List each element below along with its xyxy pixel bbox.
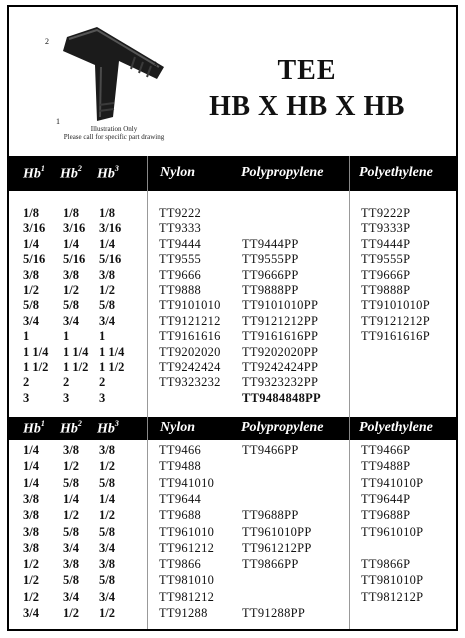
callout-2: 2: [45, 37, 49, 46]
cell-polyethylene: TT9688P: [361, 508, 411, 523]
cell-hb3: 3/8: [99, 443, 115, 457]
cell-polypropylene: TT9121212PP: [242, 313, 319, 328]
cell-nylon: TT9688: [159, 508, 202, 523]
table-row: [9, 360, 456, 375]
col-hb1: [23, 420, 45, 438]
cell-polyethylene: TT981010P: [361, 573, 424, 588]
col-hb2: [60, 420, 82, 438]
cell-polypropylene: TT9202020PP: [242, 344, 319, 359]
cell-polypropylene: TT9161616PP: [242, 329, 319, 344]
header-divider: [349, 156, 350, 191]
cell-hb3: 2: [99, 375, 106, 390]
table-row: [9, 345, 456, 360]
cell-polypropylene: TT9666PP: [242, 267, 299, 282]
cell-hb3: 1: [99, 329, 106, 344]
cell-nylon: TT9101010: [159, 298, 221, 313]
col-hb2-sup: 2: [77, 419, 82, 428]
cell-polyethylene: TT9866P: [361, 557, 411, 572]
cell-hb3: 3/4: [99, 589, 115, 604]
table-row: [9, 237, 456, 252]
cell-polypropylene: TT9555PP: [242, 252, 299, 267]
cell-polyethylene: TT981212P: [361, 589, 424, 604]
col-hb3-label: Hb: [97, 421, 115, 437]
table-row: [9, 557, 456, 572]
cell-polyethylene: TT9644P: [361, 491, 411, 506]
header-divider: [147, 417, 148, 440]
col-nylon: Nylon: [160, 420, 195, 435]
cell-nylon: TT9644: [159, 491, 202, 506]
cell-hb1: 1/4: [23, 475, 39, 490]
cell-polyethylene: TT9222P: [361, 206, 411, 220]
cell-hb3: 3/8: [99, 267, 115, 282]
cell-hb1: 3/8: [23, 508, 39, 523]
cell-hb2: 1/4: [63, 491, 79, 506]
cell-nylon: TT91288: [159, 606, 208, 620]
cell-polypropylene: TT9484848PP: [242, 390, 321, 405]
cell-hb3: 3/8: [99, 557, 115, 572]
cell-nylon: TT9888: [159, 283, 202, 297]
cell-hb1: 2: [23, 375, 30, 390]
cell-hb1: 5/8: [23, 298, 39, 313]
table-row: [9, 252, 456, 267]
cell-nylon: TT941010: [159, 475, 215, 490]
cell-hb2: 1/2: [63, 283, 79, 297]
table-row: [9, 391, 456, 406]
header-divider: [147, 156, 148, 191]
cell-nylon: TT9444: [159, 236, 202, 251]
cell-polypropylene: TT961010PP: [242, 524, 312, 539]
cell-polyethylene: TT961010P: [361, 524, 424, 539]
cell-hb3: 5/16: [99, 252, 122, 267]
cell-hb3: 3/16: [99, 221, 122, 236]
column-header-bar-2: [9, 417, 456, 440]
table-row: [9, 329, 456, 344]
table-row: [9, 375, 456, 390]
cell-nylon: TT9666: [159, 267, 202, 282]
cell-polypropylene: TT9466PP: [242, 443, 299, 457]
cell-hb2: 5/8: [63, 524, 79, 539]
table-row: [9, 476, 456, 491]
cell-nylon: TT9866: [159, 557, 202, 572]
table-row: [9, 459, 456, 474]
table-row: [9, 573, 456, 588]
col-hb1: [23, 165, 45, 183]
cell-hb2: 3/16: [63, 221, 86, 236]
cell-polyethylene: TT9466P: [361, 443, 411, 457]
cell-polyethylene: TT9666P: [361, 267, 411, 282]
col-polyethylene: Polyethylene: [359, 165, 433, 180]
cell-hb3: 3/4: [99, 313, 115, 328]
col-nylon: Nylon: [160, 165, 195, 180]
cell-nylon: TT9202020: [159, 344, 221, 359]
col-hb1-sup: 1: [40, 419, 45, 428]
cell-hb3: 1/4: [99, 491, 115, 506]
cell-hb2: 3/4: [63, 313, 79, 328]
cell-hb1: 3/8: [23, 267, 39, 282]
cell-hb2: 2: [63, 375, 70, 390]
cell-nylon: TT9555: [159, 252, 202, 267]
cell-hb3: 5/8: [99, 298, 115, 313]
cell-nylon: TT961010: [159, 524, 215, 539]
tee-fitting-illustration: [39, 21, 189, 131]
col-polypropylene: Polypropylene: [241, 165, 324, 180]
cell-hb3: 1 1/2: [99, 360, 125, 374]
cell-hb2: 3/8: [63, 557, 79, 572]
cell-polypropylene: TT91288PP: [242, 606, 306, 620]
table-row: [9, 541, 456, 556]
cell-hb3: 5/8: [99, 475, 115, 490]
cell-hb1: 1/4: [23, 443, 39, 457]
col-hb3: [97, 165, 119, 183]
table-row: [9, 508, 456, 523]
cell-hb2: 1/2: [63, 508, 79, 523]
col-hb1-sup: 1: [40, 164, 45, 173]
cell-hb3: 1/2: [99, 606, 115, 620]
cell-hb3: 1/4: [99, 236, 115, 251]
col-hb2-label: Hb: [60, 166, 78, 182]
caption-line-1: Illustration Only: [90, 125, 138, 133]
page-title: TEE: [277, 55, 337, 86]
cell-nylon: TT981010: [159, 573, 215, 588]
cell-hb1: 1 1/4: [23, 344, 49, 359]
col-hb3-label: Hb: [97, 166, 115, 182]
cell-polyethylene: TT9888P: [361, 283, 411, 297]
table-row: [9, 606, 456, 621]
cell-nylon: TT9121212: [159, 313, 221, 328]
col-hb3: [97, 420, 119, 438]
cell-hb1: 3/16: [23, 221, 46, 236]
cell-hb1: 3: [23, 390, 30, 405]
cell-hb2: 1/2: [63, 459, 79, 474]
cell-nylon: TT981212: [159, 589, 215, 604]
cell-polypropylene: TT961212PP: [242, 540, 312, 555]
cell-hb1: 3/8: [23, 540, 39, 555]
cell-polyethylene: TT9444P: [361, 236, 411, 251]
cell-hb3: 1 1/4: [99, 344, 125, 359]
cell-hb1: 3/4: [23, 606, 39, 620]
cell-polypropylene: TT9688PP: [242, 508, 299, 523]
col-polyethylene: Polyethylene: [359, 420, 433, 435]
table-row: [9, 314, 456, 329]
cell-hb1: 1/4: [23, 459, 39, 474]
cell-hb2: 1 1/4: [63, 344, 89, 359]
cell-hb1: 3/4: [23, 313, 39, 328]
cell-hb3: 1/2: [99, 459, 115, 474]
cell-polypropylene: TT9866PP: [242, 557, 299, 572]
cell-hb2: 3/8: [63, 443, 79, 457]
col-hb2-sup: 2: [77, 164, 82, 173]
cell-nylon: TT9222: [159, 206, 202, 220]
cell-hb1: 1/2: [23, 573, 39, 588]
catalog-frame: [7, 5, 458, 631]
cell-polyethylene: TT9488P: [361, 459, 411, 474]
cell-hb2: 5/16: [63, 252, 86, 267]
cell-hb1: 1/2: [23, 283, 39, 297]
cell-hb2: 1/4: [63, 236, 79, 251]
cell-nylon: TT9242424: [159, 360, 221, 374]
cell-hb1: 1/4: [23, 236, 39, 251]
cell-hb2: 5/8: [63, 298, 79, 313]
caption-line-2: Please call for specific part drawing: [63, 133, 165, 141]
cell-nylon: TT9488: [159, 459, 202, 474]
cell-hb2: 3/4: [63, 540, 79, 555]
cell-hb3: 3/4: [99, 540, 115, 555]
cell-hb2: 1/2: [63, 606, 79, 620]
callout-1: 1: [56, 117, 60, 126]
col-hb1-label: Hb: [23, 166, 41, 182]
cell-hb3: 3: [99, 390, 106, 405]
cell-hb3: 5/8: [99, 524, 115, 539]
cell-hb1: 1/2: [23, 589, 39, 604]
cell-hb2: 3/4: [63, 589, 79, 604]
cell-polyethylene: TT941010P: [361, 475, 424, 490]
cell-polypropylene: TT9101010PP: [242, 298, 319, 313]
cell-polypropylene: TT9444PP: [242, 236, 299, 251]
header-divider: [349, 417, 350, 440]
cell-hb1: 3/8: [23, 524, 39, 539]
cell-hb1: 1/8: [23, 206, 39, 220]
cell-hb2: 5/8: [63, 475, 79, 490]
col-hb2: [60, 165, 82, 183]
cell-polyethylene: TT9121212P: [361, 313, 430, 328]
cell-hb2: 1 1/2: [63, 360, 89, 374]
cell-hb2: 3: [63, 390, 70, 405]
cell-hb3: 1/8: [99, 206, 115, 220]
table-row: [9, 298, 456, 313]
product-header: [9, 7, 456, 155]
table-row: [9, 206, 456, 221]
table-row: [9, 283, 456, 298]
cell-hb1: 1 1/2: [23, 360, 49, 374]
table-row: [9, 443, 456, 458]
cell-hb1: 5/16: [23, 252, 46, 267]
page-subtitle: HB X HB X HB: [209, 91, 405, 122]
cell-hb3: 1/2: [99, 508, 115, 523]
cell-nylon: TT961212: [159, 540, 215, 555]
cell-hb1: 1/2: [23, 557, 39, 572]
cell-polyethylene: TT9161616P: [361, 329, 430, 344]
cell-hb1: 1: [23, 329, 30, 344]
cell-nylon: TT9466: [159, 443, 202, 457]
col-hb2-label: Hb: [60, 421, 78, 437]
col-hb3-sup: 3: [114, 419, 119, 428]
cell-hb2: 5/8: [63, 573, 79, 588]
cell-nylon: TT9161616: [159, 329, 221, 344]
illustration-caption: [39, 125, 189, 141]
col-hb3-sup: 3: [114, 164, 119, 173]
cell-hb3: 1/2: [99, 283, 115, 297]
table-row: [9, 268, 456, 283]
callout-3: 3: [153, 60, 157, 69]
cell-hb3: 5/8: [99, 573, 115, 588]
cell-hb2: 3/8: [63, 267, 79, 282]
column-header-bar-1: [9, 156, 456, 191]
cell-nylon: TT9323232: [159, 375, 221, 390]
cell-hb2: 1: [63, 329, 70, 344]
cell-polypropylene: TT9323232PP: [242, 375, 319, 390]
cell-polyethylene: TT9101010P: [361, 298, 430, 313]
table-row: [9, 492, 456, 507]
cell-polyethylene: TT9333P: [361, 221, 411, 236]
table-row: [9, 221, 456, 236]
table-row: [9, 525, 456, 540]
table-row: [9, 590, 456, 605]
col-polypropylene: Polypropylene: [241, 420, 324, 435]
cell-polyethylene: TT9555P: [361, 252, 411, 267]
col-hb1-label: Hb: [23, 421, 41, 437]
cell-hb1: 3/8: [23, 491, 39, 506]
cell-polypropylene: TT9242424PP: [242, 360, 319, 374]
cell-polypropylene: TT9888PP: [242, 283, 299, 297]
cell-nylon: TT9333: [159, 221, 202, 236]
cell-hb2: 1/8: [63, 206, 79, 220]
